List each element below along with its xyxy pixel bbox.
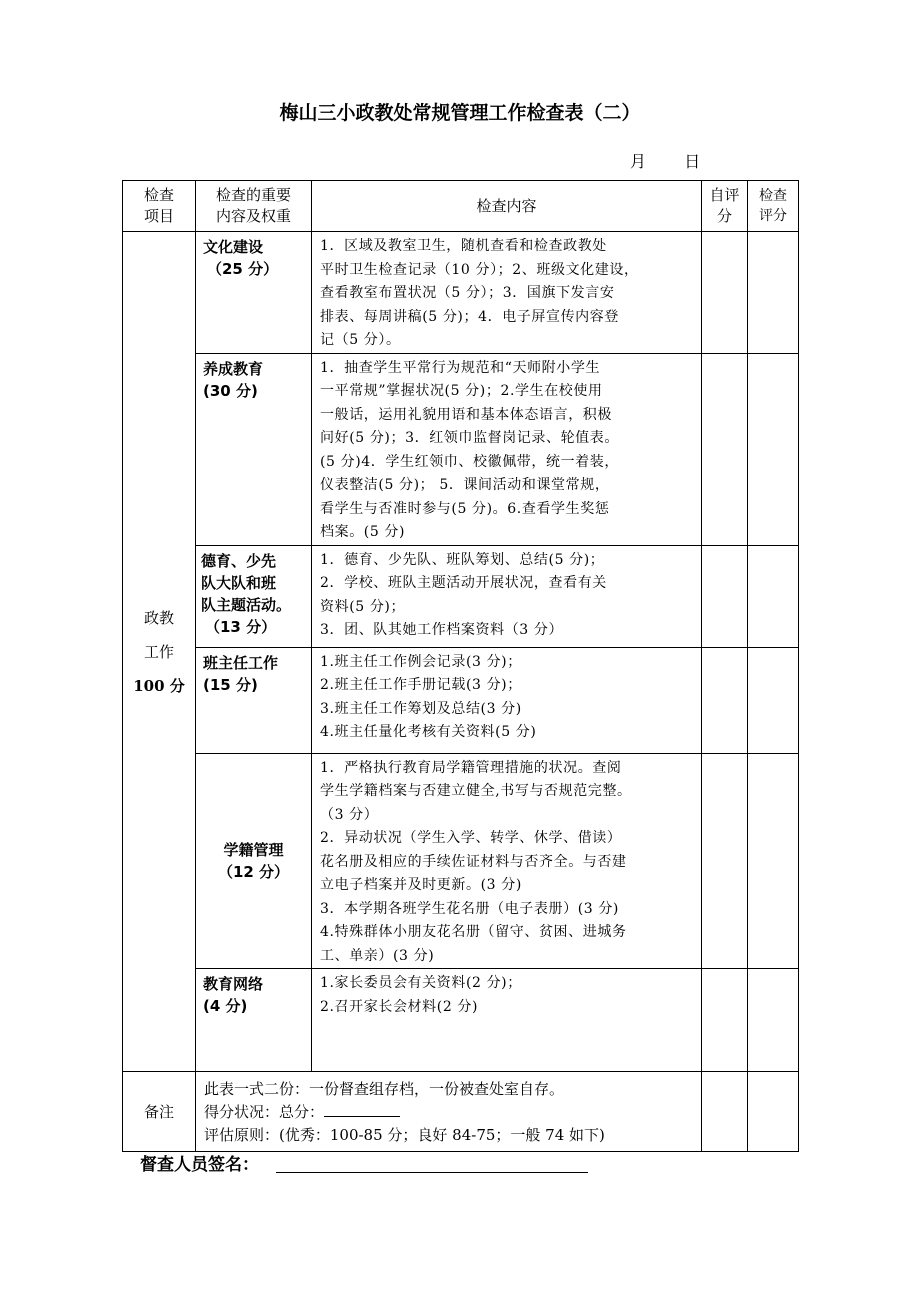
header-check-score: 检查 评分 <box>748 181 799 232</box>
content-habit: 1．抽查学生平常行为规范和“天师附小学生 一平常规”掌握状况(5 分)；2.学生在校使用 一般话，运用礼貌用语和基本体态语言，积极 问好(5 分)；3．红领巾监督岗记录、轮值表。 (5 分)4．学生红领巾、校徽佩带，统一着装， 仪表整洁(5 分)； 5．课间活动和课堂常规， 看学生与否准时参与(5 分)。6.查看学生奖惩 档案。(5 分) <box>312 353 702 545</box>
header-content: 检查内容 <box>312 181 702 232</box>
total-score-blank[interactable] <box>324 1102 400 1117</box>
sub-item-student-records: 学籍管理 （12 分） <box>196 753 312 969</box>
sub-item-network: 教育网络 (4 分) <box>196 969 312 1072</box>
self-score-cell[interactable] <box>702 753 748 969</box>
self-score-cell[interactable] <box>702 647 748 753</box>
table-row <box>123 753 799 969</box>
header-row <box>123 181 799 232</box>
self-score-cell[interactable] <box>702 1072 748 1152</box>
header-project: 检查 项目 <box>123 181 196 232</box>
page-title: 梅山三小政教处常规管理工作检查表（二） <box>279 102 641 124</box>
check-score-cell[interactable] <box>748 232 799 354</box>
sub-item-moral: 德育、少先 队大队和班 队主题活动。 （13 分） <box>196 545 312 647</box>
signature-label: 督查人员签名： <box>140 1155 259 1175</box>
self-score-cell[interactable] <box>702 969 748 1072</box>
self-score-cell[interactable] <box>702 353 748 545</box>
check-score-cell[interactable] <box>748 353 799 545</box>
note-label: 备注 <box>123 1072 196 1152</box>
content-class-teacher: 1.班主任工作例会记录(3 分)； 2.班主任工作手册记载(3 分)； 3.班主任工作筹划及总结(3 分) 4.班主任量化考核有关资料(5 分) <box>312 647 702 753</box>
inspection-table <box>122 180 799 1152</box>
sub-item-habit: 养成教育 (30 分) <box>196 353 312 545</box>
date-month: 月 <box>630 152 649 171</box>
table-row <box>123 232 799 354</box>
header-self-score: 自评 分 <box>702 181 748 232</box>
content-network: 1.家长委员会有关资料(2 分)； 2.召开家长会材料(2 分) <box>312 969 702 1072</box>
header-focus: 检查的重要 内容及权重 <box>196 181 312 232</box>
note-row <box>123 1072 799 1152</box>
date-day: 日 <box>684 152 703 171</box>
check-score-cell[interactable] <box>748 545 799 647</box>
check-score-cell[interactable] <box>748 753 799 969</box>
content-moral: 1．德育、少先队、班队筹划、总结(5 分)； 2．学校、班队主题活动开展状况，查看有关 资料(5 分)； 3．团、队其她工作档案资料（3 分） <box>312 545 702 647</box>
table-row <box>123 353 799 545</box>
check-score-cell[interactable] <box>748 1072 799 1152</box>
self-score-cell[interactable] <box>702 545 748 647</box>
table-row <box>123 969 799 1072</box>
sub-item-class-teacher: 班主任工作 (15 分) <box>196 647 312 753</box>
sub-item-culture: 文化建设 （25 分） <box>196 232 312 354</box>
table-row <box>123 545 799 647</box>
category-cell: 政教 工作 100 分 <box>123 232 196 1072</box>
table-row <box>123 647 799 753</box>
content-culture: 1．区域及教室卫生，随机查看和检查政教处 平时卫生检查记录（10 分）；2、班级文化建设， 查看教室布置状况（5 分）；3．国旗下发言安 排表、每周讲稿(5 分)；4．电子屏宣传内容登 记（5 分）。 <box>312 232 702 354</box>
self-score-cell[interactable] <box>702 232 748 354</box>
signature-line[interactable] <box>276 1172 588 1173</box>
check-score-cell[interactable] <box>748 969 799 1072</box>
content-student-records: 1．严格执行教育局学籍管理措施的状况。查阅 学生学籍档案与否建立健全,书写与否规范完整。 （3 分） 2．异动状况（学生入学、转学、休学、借读） 花名册及相应的手续佐证材料与否齐全。与否建 立电子档案并及时更新。(3 分) 3．本学期各班学生花名册（电子表册）(3 分) 4.特殊群体小朋友花名册（留守、贫困、进城务 工、单亲）(3 分) <box>312 753 702 969</box>
note-content: 此表一式二份：一份督查组存档，一份被查处室自存。 得分状况：总分： 评估原则：(优秀：100-85 分；良好 84-75；一般 74 如下) <box>196 1072 702 1152</box>
date-line <box>630 149 702 172</box>
check-score-cell[interactable] <box>748 647 799 753</box>
